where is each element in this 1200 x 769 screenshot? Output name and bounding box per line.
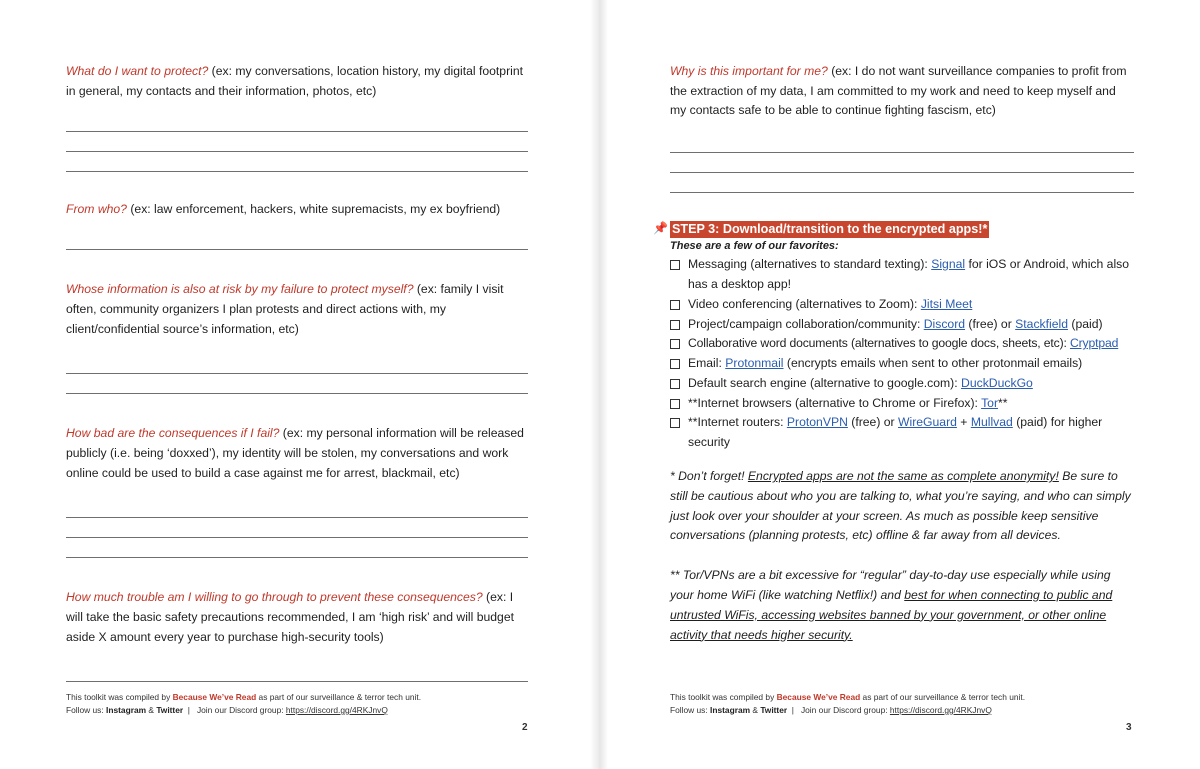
note-text: * Don’t forget!: [670, 469, 748, 484]
footer-text: as part of our surveillance & terror tech unit.: [860, 692, 1026, 702]
question-label: Why is this important for me?: [670, 64, 828, 78]
question-consequences: [66, 424, 528, 483]
twitter-link[interactable]: Twitter: [156, 705, 184, 715]
question-example: (ex: law enforcement, hackers, white supremacists, my ex boyfriend): [126, 202, 501, 217]
page-2: [0, 0, 590, 769]
note-text: ** Tor/VPNs are a bit excessive for “regular” day-to-day use especially while using your home WiFi (like watching Netflix!) and: [670, 568, 1111, 603]
item-text: Messaging (alternatives to standard texting):: [688, 257, 932, 272]
list-item: [670, 295, 1134, 315]
page-footer: [670, 691, 1025, 717]
app-list: [670, 255, 1134, 453]
checkbox-icon[interactable]: [670, 359, 680, 369]
answer-line[interactable]: [670, 152, 1134, 153]
item-text: (paid): [1068, 316, 1103, 331]
checkbox-icon[interactable]: [670, 379, 680, 389]
footer-text: | Join our Discord group:: [183, 705, 286, 715]
item-text: Project/campaign collaboration/community:: [688, 316, 924, 331]
page-2-content: [66, 62, 528, 682]
protonmail-link[interactable]: Protonmail: [725, 356, 784, 371]
checkbox-icon[interactable]: [670, 300, 680, 310]
question-from-who: [66, 200, 528, 220]
tor-link[interactable]: Tor: [981, 395, 999, 410]
instagram-link[interactable]: Instagram: [106, 705, 147, 715]
list-item: [670, 315, 1134, 335]
footer-text: Follow us:: [66, 705, 107, 715]
mullvad-link[interactable]: Mullvad: [970, 415, 1013, 430]
question-how-much-trouble: [66, 588, 528, 647]
answer-line[interactable]: [66, 373, 528, 374]
checkbox-icon[interactable]: [670, 260, 680, 270]
question-example: (ex: my conversations, location history, my digital footprint in general, my contacts and their information, photos, etc): [66, 64, 524, 98]
answer-line[interactable]: [66, 537, 528, 538]
item-text: (free) or: [965, 316, 1016, 331]
question-label: How bad are the consequences if I fail?: [66, 426, 280, 441]
discord-app-link[interactable]: Discord: [923, 316, 966, 331]
footer-follow: [66, 704, 421, 717]
footer-brand: Because We’ve Read: [172, 692, 257, 702]
list-item: [670, 334, 1134, 354]
page-3-content: [653, 62, 1134, 645]
item-text: for iOS or Android, which also has a desktop app!: [688, 257, 1130, 291]
favorites-subtitle: These are a few of our favorites:: [670, 240, 839, 253]
item-text: (paid) for higher security: [688, 415, 1103, 450]
duckduckgo-link[interactable]: DuckDuckGo: [961, 375, 1033, 390]
jitsi-link[interactable]: Jitsi Meet: [920, 296, 973, 311]
discord-link[interactable]: https://discord.gg/4RKJnvQ: [285, 705, 388, 715]
question-example: (ex: my personal information will be released publicly (i.e. being ‘doxxed’), my identity will be stolen, my conversations and work online could be used to build a case against me for arrest, blackmail, etc): [66, 426, 524, 480]
discord-link[interactable]: https://discord.gg/4RKJnvQ: [889, 705, 992, 715]
list-item: [670, 255, 1134, 295]
question-example: (ex: I do not want surveillance companies to profit from the extraction of my data, I am committed to my work and need to keep myself and my contacts safe to be able to continue fighting fascism, etc): [670, 64, 1127, 118]
answer-line[interactable]: [66, 681, 528, 682]
answer-line[interactable]: [66, 517, 528, 518]
note-emphasis: best for when connecting to public and untrusted WiFis, accessing websites banned by your government, or other online activity that needs higher security.: [670, 588, 1113, 642]
footer-text: This toolkit was compiled by: [66, 692, 173, 702]
question-label: From who?: [66, 202, 127, 217]
question-what-protect: [66, 62, 528, 101]
book-gutter: [590, 0, 608, 769]
answer-line[interactable]: [670, 172, 1134, 173]
footer-text: as part of our surveillance & terror tech unit.: [256, 692, 422, 702]
note-text: Be sure to still be cautious about who you are talking to, what you’re saying, and who can simply just look over your shoulder at your screen. As much as possible keep sensitive conversations (planning protests, etc) offline & far away from all devices.: [670, 469, 1131, 543]
cryptpad-link[interactable]: Cryptpad: [1069, 336, 1119, 351]
list-item: [670, 354, 1134, 374]
item-text: **Internet browsers (alternative to Chrome or Firefox):: [688, 395, 982, 410]
page-number: 2: [522, 722, 528, 733]
stackfield-link[interactable]: Stackfield: [1015, 316, 1069, 331]
twitter-link[interactable]: Twitter: [760, 705, 788, 715]
footer-text: &: [146, 705, 157, 715]
checkbox-icon[interactable]: [670, 399, 680, 409]
item-text: Default search engine (alternative to google.com):: [688, 375, 962, 390]
item-text: +: [956, 415, 971, 430]
page-footer: [66, 691, 421, 717]
footer-credit: [66, 691, 421, 704]
footer-text: &: [750, 705, 761, 715]
item-text: **Internet routers:: [688, 415, 787, 430]
question-example: (ex: family I visit often, community organizers I plan protests and direct actions with, my client/confidential source’s information, etc): [66, 282, 504, 336]
question-why-important: [670, 62, 1134, 121]
list-item: [670, 394, 1134, 414]
item-text: Video conferencing (alternatives to Zoom):: [688, 296, 921, 311]
page-number: 3: [1126, 722, 1132, 733]
footer-text: Follow us:: [670, 705, 711, 715]
item-text: Collaborative word documents (alternatives to google docs, sheets, etc):: [688, 336, 1070, 351]
list-item: [670, 413, 1134, 453]
checkbox-icon[interactable]: [670, 339, 680, 349]
wireguard-link[interactable]: WireGuard: [898, 415, 957, 430]
protonvpn-link[interactable]: ProtonVPN: [786, 415, 848, 430]
note-emphasis: Encrypted apps are not the same as complete anonymity!: [747, 469, 1059, 484]
footer-brand: Because We’ve Read: [776, 692, 861, 702]
instagram-link[interactable]: Instagram: [710, 705, 751, 715]
list-item: [670, 374, 1134, 394]
checkbox-icon[interactable]: [670, 418, 680, 428]
item-text: Email:: [688, 356, 726, 371]
note-anonymity: [670, 467, 1134, 546]
signal-link[interactable]: Signal: [931, 257, 966, 272]
question-label: How much trouble am I willing to go through to prevent these consequences?: [66, 590, 483, 605]
page-3: [608, 0, 1200, 769]
footer-text: This toolkit was compiled by: [670, 692, 777, 702]
question-label: What do I want to protect?: [66, 64, 209, 78]
step-3-title: STEP 3: Download/transition to the encrypted apps!*: [672, 222, 988, 237]
footer-follow: [670, 704, 1025, 717]
item-text: (encrypts emails when sent to other protonmail emails): [783, 356, 1083, 371]
note-tor-vpn: [670, 566, 1134, 645]
footer-credit: [670, 691, 1025, 704]
pushpin-icon: 📌: [653, 221, 668, 236]
question-example: (ex: I will take the basic safety precautions recommended, I am ‘high risk’ and will budget aside X amount every year to purchase high-security tools): [66, 590, 514, 644]
question-whose-info: [66, 280, 528, 339]
question-label: Whose information is also at risk by my failure to protect myself?: [66, 282, 414, 297]
answer-line[interactable]: [66, 151, 528, 152]
item-text: (free) or: [847, 415, 898, 430]
footer-text: | Join our Discord group:: [787, 705, 890, 715]
item-text: **: [998, 395, 1008, 410]
checkbox-icon[interactable]: [670, 320, 680, 330]
answer-line[interactable]: [66, 131, 528, 132]
